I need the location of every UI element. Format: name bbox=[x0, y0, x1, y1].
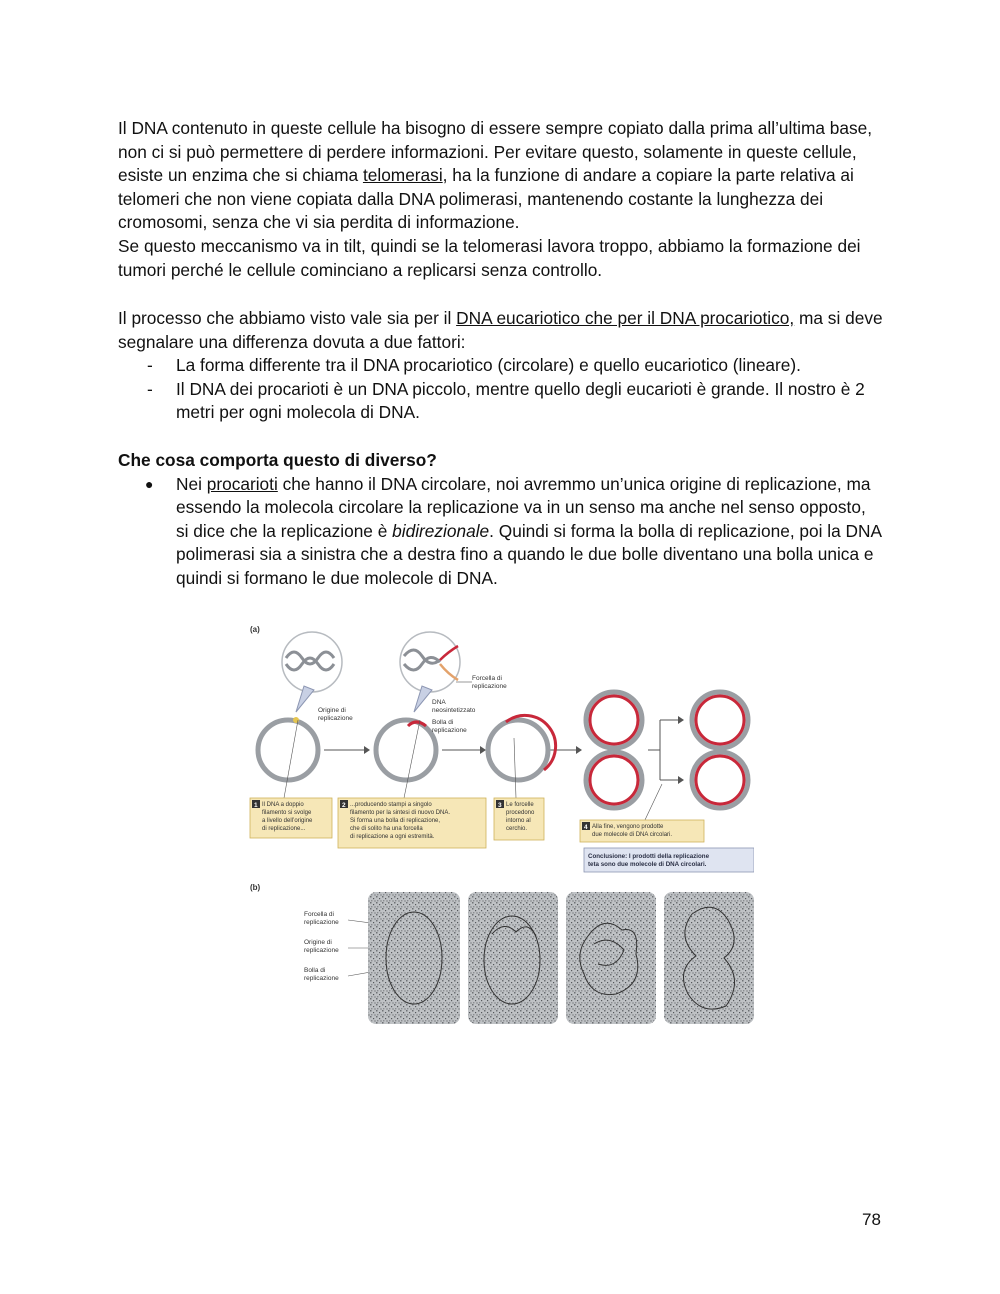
label-new-dna: DNA neosintetizzato bbox=[432, 699, 476, 714]
question-section bbox=[118, 449, 883, 591]
term-dna-eucariotico-procariotico: DNA eucariotico che per il DNA procariotico, bbox=[456, 308, 795, 328]
conclusion-text: Conclusione: I prodotti della replicazione teta sono due molecole di DNA circolari. bbox=[588, 853, 710, 868]
term-procarioti: procarioti bbox=[206, 473, 278, 494]
list-item bbox=[118, 354, 883, 378]
origin-marker bbox=[293, 717, 299, 723]
differences-section bbox=[118, 307, 883, 425]
micrograph-2 bbox=[468, 892, 558, 1024]
list-item-text: . Quindi si forma la bolla di replicazione, poi la DNA polimerasi sia a sinistra che a destra fino a quando le due bolle diventano una bolla unica e quindi si formano le due molecole di DNA. bbox=[176, 520, 882, 588]
step-1-text: Il DNA a doppio filamento si svolge a livello dell’origine di replicazione... bbox=[262, 802, 313, 832]
page-number: 78 bbox=[862, 1210, 881, 1229]
paragraph-text: Il DNA contenuto in queste cellule ha bisogno di essere sempre copiato dalla prima all’ultima base, non ci si può permettere di perdere informazioni. Per evitare questo, solamente in queste cellule, esiste un enzima che si chiama bbox=[118, 118, 873, 186]
step-box-4 bbox=[580, 820, 704, 842]
step-3-text: Le forcelle procedono intorno al cerchio. bbox=[506, 802, 535, 832]
step-1-number: 1 bbox=[254, 802, 258, 809]
b-label-origin: Origine di replicazione bbox=[304, 939, 339, 954]
intro-paragraphs bbox=[118, 117, 883, 282]
b-label-fork: Forcella di replicazione bbox=[304, 911, 339, 926]
list-item bbox=[118, 378, 883, 425]
paragraph-processo bbox=[118, 307, 883, 354]
dash-list bbox=[118, 354, 883, 425]
list-item-text: che hanno il DNA circolare, noi avremmo un’unica origine di replicazione, ma essendo la molecola circolare la replicazione va in un senso ma anche nel senso opposto, si dice che la replicazione è bbox=[176, 473, 871, 541]
figure-svg bbox=[244, 614, 754, 1028]
panel-b-label: (b) bbox=[250, 883, 261, 892]
list-item-text: Nei bbox=[176, 473, 207, 494]
step-box-2 bbox=[338, 798, 486, 848]
bullet-marker: ● bbox=[145, 475, 154, 492]
b-label-bubble: Bolla di replicazione bbox=[304, 967, 339, 982]
section-heading: Che cosa comporta questo di diverso? bbox=[118, 450, 437, 470]
replication-figure bbox=[244, 614, 754, 1028]
label-fork: Forcella di replicazione bbox=[472, 675, 507, 690]
conclusion-box bbox=[584, 848, 754, 872]
list-item-text: La forma differente tra il DNA procariotico (circolare) e quello eucariotico (lineare). bbox=[176, 355, 801, 376]
micrograph-3 bbox=[566, 892, 656, 1024]
step-box-3 bbox=[494, 798, 544, 840]
step-4-number: 4 bbox=[584, 824, 588, 831]
step-box-1 bbox=[250, 798, 332, 838]
term-bidirezionale: bidirezionale bbox=[392, 520, 490, 541]
step-2-number: 2 bbox=[342, 802, 346, 809]
paragraph-tumori: Se questo meccanismo va in tilt, quindi se la telomerasi lavora troppo, abbiamo la formazione dei tumori perché le cellule cominciano a replicarsi senza controllo. bbox=[118, 235, 861, 280]
term-telomerasi: telomerasi bbox=[362, 165, 443, 186]
dash-marker: - bbox=[147, 355, 153, 376]
paragraph-text: Il processo che abbiamo visto vale sia per il bbox=[118, 308, 457, 328]
micrograph-1 bbox=[368, 892, 460, 1024]
label-bubble: Bolla di replicazione bbox=[432, 719, 467, 734]
label-origin: Origine di replicazione bbox=[318, 707, 353, 722]
step-3-number: 3 bbox=[498, 802, 502, 809]
step-4-text: Alla fine, vengono prodotte due molecole di DNA circolari. bbox=[592, 824, 673, 838]
paragraph-text: ma si deve segnalare una differenza dovuta a due fattori: bbox=[118, 308, 883, 352]
micrograph-4-bg bbox=[664, 892, 754, 1024]
list-item bbox=[118, 473, 883, 591]
panel-a-label: (a) bbox=[250, 625, 260, 634]
paragraph-telomerasi bbox=[118, 117, 883, 235]
list-item-text: Il DNA dei procarioti è un DNA piccolo, mentre quello degli eucarioti è grande. Il nostro è 2 metri per ogni molecola di DNA. bbox=[176, 378, 865, 423]
dash-marker: - bbox=[147, 378, 153, 399]
bullet-list bbox=[118, 473, 883, 591]
conclusion-box-bg bbox=[584, 848, 754, 872]
micrograph-4 bbox=[664, 892, 754, 1024]
paragraph-text: , ha la funzione di andare a copiare la parte relativa ai telomeri che non viene copiata dalla DNA polimerasi, mantenendo costante la lunghezza dei cromosomi, senza che vi sia perdita di informazione. bbox=[118, 165, 854, 233]
step-2-text: ...producendo stampi a singolo filamento per la sintesi di nuovo DNA. Si forma una bolla di replicazione, che di solito ha una forcella di replicazione a ogni estremità. bbox=[350, 802, 451, 840]
